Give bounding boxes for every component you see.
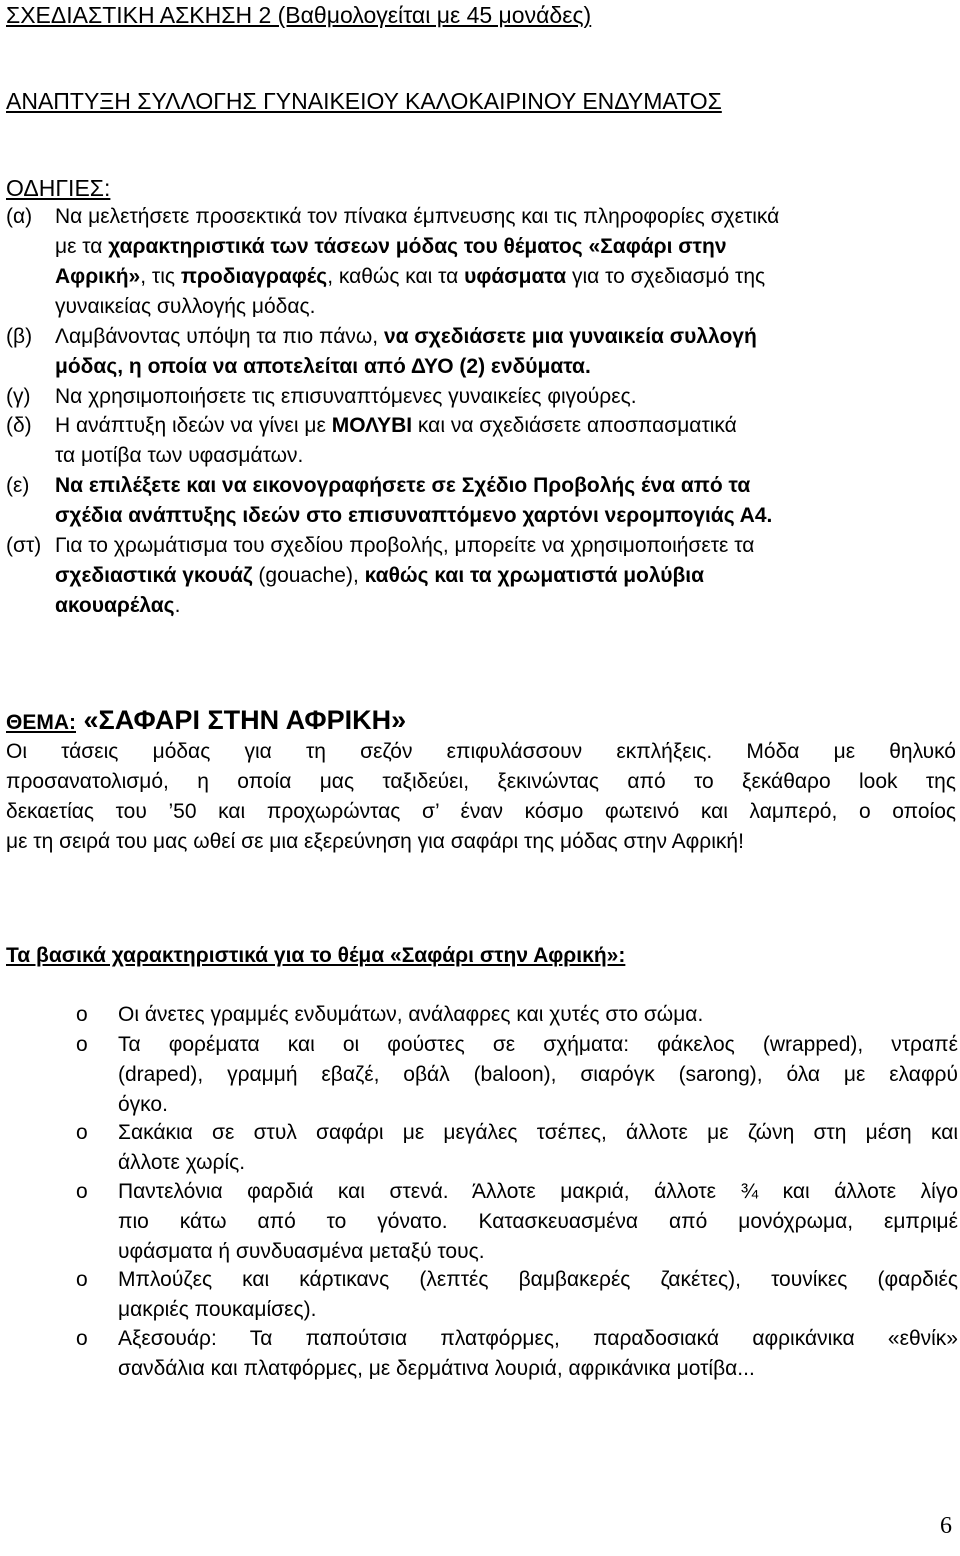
text-run-bold: Αφρική» [55, 265, 141, 288]
theme-heading [6, 705, 406, 736]
instruction-a-line-3 [55, 262, 765, 292]
list-item-line: όγκο. [118, 1093, 168, 1116]
list-item-line: άλλοτε χωρίς. [118, 1151, 246, 1174]
document-title: ΣΧΕΔΙΑΣΤΙΚΗ ΑΣΚΗΣΗ 2 (Βαθμολογείται με 45 μονάδες) [6, 2, 592, 28]
instruction-marker: (ε) [6, 474, 30, 497]
text-run: Λαμβάνοντας υπόψη τα πιο πάνω, [55, 325, 384, 348]
instruction-e-line-1: Να επιλέξετε και να εικονογραφήσετε σε Σχέδιο Προβολής ένα από τα [55, 474, 751, 497]
theme-paragraph-line: με τη σειρά του μας ωθεί σε μια εξερεύνηση για σαφάρι της μόδας στην Αφρική! [6, 830, 744, 853]
instruction-marker: (β) [6, 325, 33, 348]
text-run-bold: προδιαγραφές [180, 265, 328, 288]
theme-title: «ΣΑΦΑΡΙ ΣΤΗΝ ΑΦΡΙΚΗ» [76, 705, 407, 735]
list-item-line: Οι άνετες γραμμές ενδυμάτων, ανάλαφρες και χυτές στο σώμα. [118, 1003, 704, 1026]
instruction-a-line-4: γυναικείας συλλογής μόδας. [55, 295, 316, 318]
theme-paragraph-line: προσανατολισμό, η οποία μας ταξιδεύει, ξεκινώντας από το ξεκάθαρο look της [6, 770, 956, 793]
text-run-bold: σχεδιαστικά γκουάζ [55, 564, 253, 587]
document-subtitle: ΑΝΑΠΤΥΞΗ ΣΥΛΛΟΓΗΣ ΓΥΝΑΙΚΕΙΟΥ ΚΑΛΟΚΑΙΡΙΝΟΥ ΕΝΔΥΜΑΤΟΣ [6, 88, 722, 114]
list-item-line: σανδάλια και πλατφόρμες, με δερμάτινα λουριά, αφρικάνικα μοτίβα... [118, 1357, 755, 1380]
list-item-line: Σακάκια σε στυλ σαφάρι με μεγάλες τσέπες, άλλοτε με ζώνη στη μέση και [118, 1121, 958, 1144]
instruction-marker: (στ) [6, 534, 42, 557]
bullet-marker: o [76, 1268, 88, 1291]
instruction-f-line-1: Για το χρωμάτισμα του σχεδίου προβολής, μπορείτε να χρησιμοποιήσετε τα [55, 534, 755, 557]
theme-paragraph-line: δεκαετίας του ’50 και προχωρώντας σ’ έναν κόσμο φωτεινό και λαμπερό, ο οποίος [6, 800, 956, 823]
text-run: και να σχεδιάσετε αποσπασματικά [412, 414, 737, 437]
instruction-d-line-2: τα μοτίβα των υφασμάτων. [55, 444, 304, 467]
instruction-marker: (γ) [6, 385, 31, 408]
text-run-bold: καθώς και τα χρωματιστά μολύβια [364, 564, 705, 587]
bullet-marker: o [76, 1180, 88, 1203]
text-run: για το σχεδιασμό της [566, 265, 766, 288]
list-item-line: (draped), γραμμή εβαζέ, οβάλ (baloon), σιαρόγκ (sarong), όλα με ελαφρύ [118, 1063, 958, 1086]
bullet-marker: o [76, 1033, 88, 1056]
instruction-b-line-1 [55, 322, 757, 352]
bullet-marker: o [76, 1003, 88, 1026]
instruction-a-line-2 [55, 232, 727, 262]
text-run: . [174, 594, 181, 617]
page-number: 6 [940, 1513, 952, 1539]
bullet-marker: o [76, 1121, 88, 1144]
list-item-line: πιο κάτω από το γόνατο. Κατασκευασμένα από μονόχρωμα, εμπριμέ [118, 1210, 958, 1233]
text-run: με τα [55, 235, 109, 258]
instructions-heading: ΟΔΗΓΙΕΣ: [6, 175, 111, 201]
text-run-bold: να σχεδιάσετε μια γυναικεία συλλογή [383, 325, 757, 348]
list-item-line: Μπλούζες και κάρτικανς (λεπτές βαμβακερές ζακέτες), τουνίκες (φαρδιές [118, 1268, 958, 1291]
text-run: (gouache), [252, 564, 365, 587]
features-heading: Τα βασικά χαρακτηριστικά για το θέμα «Σαφάρι στην Αφρική»: [6, 944, 626, 967]
text-run-bold: υφάσματα [464, 265, 567, 288]
text-run: , καθώς και τα [327, 265, 465, 288]
list-item-line: Αξεσουάρ: Τα παπούτσια πλατφόρμες, παραδοσιακά αφρικάνικα «εθνίκ» [118, 1327, 958, 1350]
instruction-marker: (δ) [6, 414, 32, 437]
text-run: Η ανάπτυξη ιδεών να γίνει με [55, 414, 332, 437]
list-item-line: μακριές πουκαμίσες). [118, 1298, 317, 1321]
text-run-bold: χαρακτηριστικά των τάσεων μόδας του θέματος «Σαφάρι στην [108, 235, 727, 258]
bullet-marker: o [76, 1327, 88, 1350]
instruction-c-line-1: Να χρησιμοποιήσετε τις επισυναπτόμενες γυναικείες φιγούρες. [55, 385, 637, 408]
text-run-bold: ΜΟΛΥΒΙ [331, 414, 413, 437]
instruction-marker: (α) [6, 205, 33, 228]
instruction-d-line-1 [55, 411, 737, 441]
instruction-f-line-2 [55, 561, 704, 591]
instruction-a-line-1: Να μελετήσετε προσεκτικά τον πίνακα έμπνευσης και τις πληροφορίες σχετικά [55, 205, 780, 228]
theme-paragraph-line: Οι τάσεις μόδας για τη σεζόν επιφυλάσσουν εκπλήξεις. Μόδα με θηλυκό [6, 740, 956, 763]
text-run-bold: ακουαρέλας [55, 594, 175, 617]
list-item-line: υφάσματα ή συνδυασμένα μεταξύ τους. [118, 1240, 485, 1263]
instruction-f-line-3 [55, 591, 180, 621]
list-item-line: Τα φορέματα και οι φούστες σε σχήματα: φάκελος (wrapped), ντραπέ [118, 1033, 958, 1056]
instruction-b-line-2: μόδας, η οποία να αποτελείται από ΔΥΟ (2) ενδύματα. [55, 355, 591, 378]
instruction-e-line-2: σχέδια ανάπτυξης ιδεών στο επισυναπτόμενο χαρτόνι νερομπογιάς Α4. [55, 504, 773, 527]
text-run: , τις [140, 265, 181, 288]
list-item-line: Παντελόνια φαρδιά και στενά. Άλλοτε μακριά, άλλοτε ¾ και άλλοτε λίγο [118, 1180, 958, 1203]
theme-label: ΘΕΜΑ: [6, 711, 76, 734]
